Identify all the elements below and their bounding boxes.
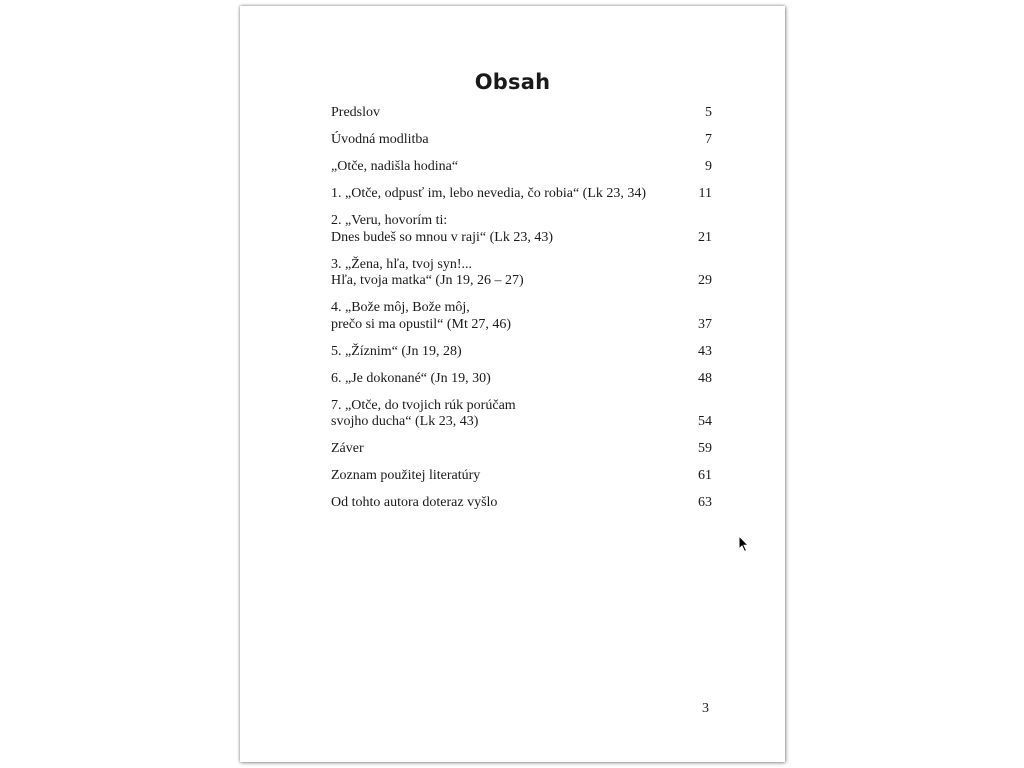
toc-entry-page: 61 [698,468,712,483]
toc-entry-page: 43 [698,343,712,359]
toc-entry-label: Predslov [331,105,380,120]
toc-entry-label-line: 2. „Veru, hovorím ti: [331,213,448,228]
toc-entry [331,398,712,431]
toc-entry [331,468,712,485]
toc-entry [331,344,712,361]
toc-entry-label-line: svojho ducha“ (Lk 23, 43) [331,414,479,429]
toc-entry-label: 5. „Žíznim“ (Jn 19, 28) [331,343,462,359]
mouse-pointer-icon [738,535,750,553]
toc-entry-label-line: 7. „Otče, do tvojich rúk porúčam [331,397,516,413]
toc-entry-page: 11 [698,186,712,201]
toc-entry [331,132,712,149]
toc-entry-page: 7 [705,132,712,147]
toc-entry-page: 48 [698,370,712,386]
toc-entry-page: 21 [698,229,712,245]
toc-entry [331,105,712,122]
toc-entry-label: Zoznam použitej literatúry [331,468,481,483]
toc-entry-page: 59 [698,441,712,456]
table-of-contents [331,105,712,522]
toc-entry-label-line: Hľa, tvoja matka“ (Jn 19, 26 – 27) [331,273,524,288]
document-page [240,6,785,762]
toc-entry [331,213,712,246]
toc-entry-label: „Otče, nadišla hodina“ [331,159,459,174]
toc-entry-label: Záver [331,441,364,456]
toc-entry-label: 1. „Otče, odpusť im, lebo nevedia, čo robia“ (Lk 23, 34) [331,186,647,201]
toc-entry [331,186,712,203]
toc-entry-page: 9 [705,159,712,174]
toc-entry-label: 6. „Je dokonané“ (Jn 19, 30) [331,370,491,386]
toc-entry [331,300,712,333]
page-number: 3 [702,701,709,716]
toc-entry-label: Od tohto autora doteraz vyšlo [331,495,498,510]
toc-entry-page: 5 [705,105,712,120]
toc-entry-label-line: Dnes budeš so mnou v raji“ (Lk 23, 43) [331,229,554,245]
toc-entry [331,495,712,512]
toc-entry-page: 54 [698,414,712,429]
page-title: Obsah [474,70,551,94]
toc-entry-label-line: 3. „Žena, hľa, tvoj syn!... [331,256,472,272]
toc-entry [331,371,712,388]
toc-entry-label-line: 4. „Bože môj, Bože môj, [331,300,470,315]
toc-entry-label: Úvodná modlitba [331,132,429,147]
toc-entry [331,441,712,458]
toc-entry-label-line: prečo si ma opustil“ (Mt 27, 46) [331,316,512,332]
toc-entry-page: 29 [698,273,712,288]
toc-entry-page: 37 [698,316,712,332]
toc-entry [331,257,712,290]
toc-entry [331,159,712,176]
toc-entry-page: 63 [698,495,712,510]
